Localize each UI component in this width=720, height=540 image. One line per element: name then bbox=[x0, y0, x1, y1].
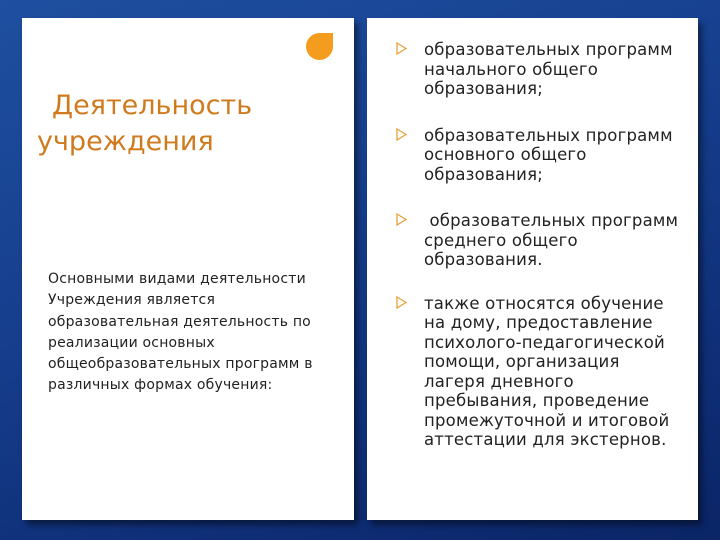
intro-text: Основными видами деятельности Учреждения является образовательная деятельность по реализации основных общеобразовательных программ в различных формах обучения: bbox=[48, 271, 313, 394]
title-line-2: учреждения bbox=[37, 126, 214, 157]
list-item-text: образовательных программ среднего общего образования. bbox=[424, 211, 684, 269]
bullet-arrow-icon bbox=[396, 128, 407, 141]
list-item-text: образовательных программ основного общего образования; bbox=[424, 125, 673, 184]
bullet-arrow-icon bbox=[396, 42, 407, 55]
program-list bbox=[396, 40, 686, 450]
list-item bbox=[396, 294, 686, 450]
slide-title bbox=[37, 88, 337, 160]
list-item-text: также относятся обучение на дому, предоставление психолого-педагогической помощи, организация лагеря дневного пребывания, проведение промежуточной и итоговой аттестации для экстернов. bbox=[424, 293, 670, 449]
orange-drop-icon bbox=[306, 33, 333, 60]
list-item bbox=[396, 211, 686, 270]
title-line-1: Деятельность bbox=[52, 90, 253, 121]
bullet-arrow-icon bbox=[396, 213, 407, 226]
bullet-arrow-icon bbox=[396, 296, 407, 309]
list-item bbox=[396, 40, 686, 99]
list-item bbox=[396, 126, 686, 185]
list-item-text: образовательных программ начального общего образования; bbox=[424, 40, 673, 98]
